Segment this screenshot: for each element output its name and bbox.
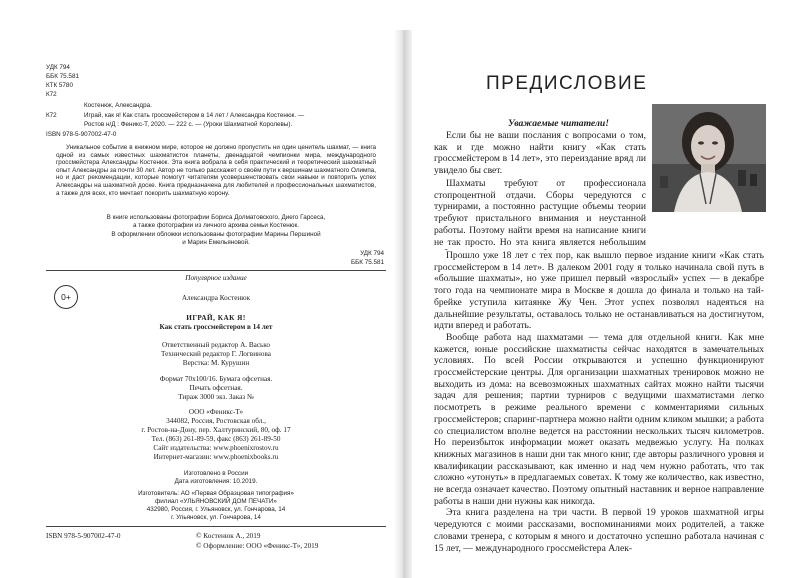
staff-layout: Верстка: М. Курушин [182,359,250,367]
publisher-address: г. Ростов-на-Дону, пер. Халтуринский, 80, оф. 17 [141,426,291,434]
chapter-heading: ПРЕДИСЛОВИЕ [486,73,648,94]
catalog-author: Костенюк, Александра. [84,102,152,109]
catalog-bibliography-line-2: Ростов н/Д : Феникс-Т, 2020. — 222 с. — (Уроки Шахматной Королевы). [84,121,293,128]
catalog-bibliography-line-1: Играй, как я! Как стать гроссмейстером в 14 лет / Александра Костенюк. — [84,112,305,119]
divider-top [46,270,386,271]
edition-type: Популярное издание [185,274,247,282]
printer-line-4: г. Ульяновск, ул. Гончарова, 14 [171,514,261,521]
made-in: Изготовлено в России [183,470,249,477]
printer-line-3: 432980, Россия, г. Ульяновск, ул. Гончарова, 14 [146,506,286,513]
udk-bottom: УДК 794 [360,250,384,257]
print-format: Формат 70x100/16. Бумага офсетная. [159,375,273,383]
author-sign-code: К72 [46,91,57,98]
book-subtitle: Как стать гроссмейстером в 14 лет [159,323,273,331]
print-run: Тираж 3000 экз. Заказ № [178,393,254,401]
made-date: Дата изготовления: 10.2019. [174,478,258,485]
greeting: Уважаемые читатели! [508,118,609,129]
author-photo [652,104,766,212]
preface-paragraph-1: Если бы не ваши послания с вопросами о том, как и где можно найти книгу «Как стать гроссмейстером в 14 лет», это переиздание вряд ли увидело бы свет. [434,130,646,177]
ktk-code: КТК 5780 [46,82,73,89]
bbk-code: ББК 75.581 [46,73,79,80]
copyright-design: © Оформление: ООО «Феникс-Т», 2019 [196,542,319,550]
preface-paragraph-3: Прошло уже 18 лет с тех пор, как вышло первое издание книги «Как стать гроссмейстером в 14 лет». В далеком 2001 году я только начинала свой путь в «большие шахматы», но уже пришел первый «взрослый» успех — в декабре того года на чемпионате мира в Москве я дошла до финала и только на тай-брейке уступила китаянке Жу Чен. Этот успех позволял надеяться на дальнейшие результаты, оставалось только не останавливаться на достигнутом, идти вперед и работать. [434,250,764,332]
catalog-sign: К72 [46,112,57,119]
publisher-name: ООО «Феникс-Т» [188,408,244,416]
staff-editor: Ответственный редактор А. Васько [161,341,271,349]
preface-main-text [434,250,764,555]
publisher-phone: Тел. (863) 261-89-59, факс (863) 261-89-50 [151,435,281,443]
age-rating-label: 0+ [61,292,71,302]
printer-line-2: филиал «УЛЬЯНОВСКИЙ ДОМ ПЕЧАТИ» [155,498,277,505]
staff-tech-editor: Технический редактор Г. Логвинова [161,350,271,358]
isbn-bottom: ISBN 978-5-907002-47-0 [46,532,121,540]
preface-paragraph-1-column [434,130,646,177]
cover-credit-line-1: В оформлении обложки использованы фотографии Марины Першиной [111,231,321,238]
publisher-region: 344082, Россия, Ростовская обл., [166,417,266,425]
portrait-illustration [652,104,766,212]
divider-bottom [46,526,386,527]
print-method: Печать офсетная. [189,384,243,392]
cover-credit-line-2: и Марин Емельяновой. [182,239,250,246]
preface-paragraph-5: Эта книга разделена на три части. В первой 19 уроков шахматной игры чередуются с моими рассказами, воспоминаниями моих родителей, а также словами тренера, с которым я много и достаточно успешно работала начиная с 15 лет, — международного гроссмейстера Алек- [434,507,764,554]
book-title: ИГРАЙ, КАК Я! [186,314,246,322]
preface-paragraph-2-intro: Шахматы требуют от профессионала стопроцентной отдачи. Сборы чередуются с турнирами, а постоянно растущие объемы теории требуют пристального внимания и неустанной работы. Поэтому найти время на написание книги не так просто. Но эта книга является небольшим [434,178,646,248]
printer-line-1: Изготовитель: АО «Первая Образцовая типография» [138,490,294,497]
preface-paragraph-4: Вообще работа над шахматами — тема для отдельной книги. Как мне кажется, юные российские шахматисты сейчас находятся в замечательных условиях. По всей России открываются и успешно функционируют гроссмейстерские центры. Для организации шахматных тренировок можно не выходить из дома: на всевозможных шахматных сайтах можно найти тысячи задач для решения; партии турниров с ведущими шахматистами легко посмотреть в режиме реального времени с комментариями сильных гроссмейстеров; спаринг-партнера можно найти одним кликом мышки; а работа со специалистом вполне ведется на расстоянии нескольких тысяч километров. Но переизбыток информации может оказать медвежью услугу. На полках книжных магазинов в наши дни так много книг, где авторы различного уровня и квалификации рассказывают, как именно и над чем нужно работать, что так сложно «утонуть» в предлагаемых советах. К тому же количество, как известно, не всегда означает качество. Поэтому опытный наставник и верное направление работы в наши дни нужны как никогда. [434,331,764,507]
photo-credit-line-2: а также фотографии из личного архива семьи Костенюк. [133,222,299,229]
preface-paragraph-2-column [434,178,646,250]
book-annotation: Уникальное событие в книжном мире, которое не должно пропустить ни один ценитель шахмат, — книга одной из самых известных шахматисток планеты, двенадцатой чемпионки мира, международного гроссмейстера Александры Костенюк. Эта книга вобрала в себя практический и теоретический шахматный опыт Александры за почти 30 лет. Автор не только расскажет о своём пути к вершинам шахматного Олимпа, но и даст рекомендации, которые помогут читателям усовершенствовать свои навыки и повторить успех Александры на шахматной доске. Книга предназначена для любителей и профессиональных шахматистов, а также для всех, кто мечтает покорить шахматную корону. [56,144,376,197]
isbn-top: ISBN 978-5-907002-47-0 [46,131,117,138]
publisher-site: Сайт издательства: www.phoenixrostov.ru [153,444,279,452]
bbk-bottom: ББК 75.581 [351,259,384,266]
udk-code: УДК 794 [46,64,70,71]
book-author: Александра Костенюк [181,294,251,302]
book-gutter-shadow [394,30,412,578]
photo-credit-line-1: В книге использованы фотографии Бориса Долматовского, Диего Гарсеса, [106,214,326,221]
copyright-author: © Костенюк А., 2019 [196,532,261,540]
publisher-shop: Интернет-магазин: www.phoenixbooks.ru [153,453,279,461]
